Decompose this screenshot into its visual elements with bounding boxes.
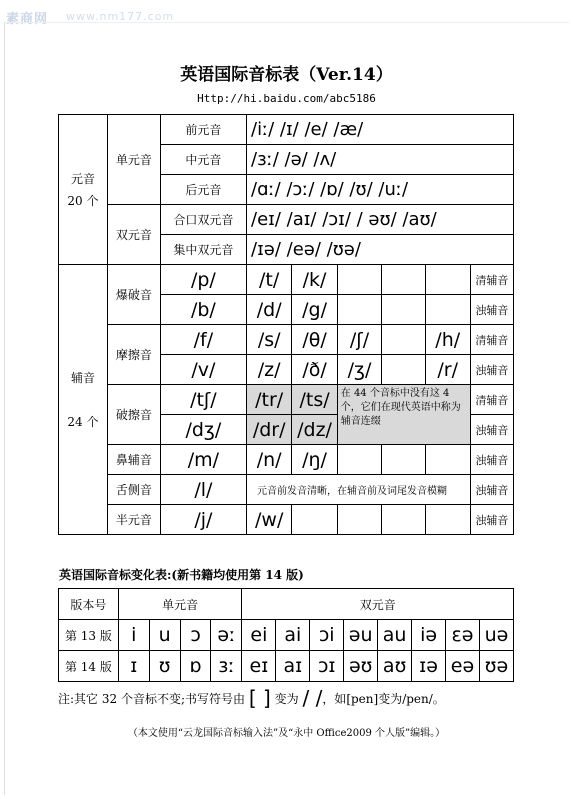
symbol-cell: ʊ xyxy=(149,651,180,682)
symbol-cell: ɪə xyxy=(412,651,446,682)
empty-cell xyxy=(425,445,470,475)
square-brackets-symbol: [ ] xyxy=(248,686,271,710)
ipa-cell: /t/ xyxy=(247,265,292,295)
header-version: 版本号 xyxy=(59,589,119,620)
ipa-cell: /tʃ/ xyxy=(160,385,246,415)
fricative-label: 摩擦音 xyxy=(107,325,160,385)
voiceless-label: 清辅音 xyxy=(470,265,513,295)
ipa-cell: /dʒ/ xyxy=(160,415,246,445)
header-diphthong: 双元音 xyxy=(242,589,514,620)
empty-cell xyxy=(292,505,337,535)
symbol-cell: ai xyxy=(276,620,310,651)
symbol-cell: εə xyxy=(446,620,480,651)
ipa-cell: /h/ xyxy=(425,325,470,355)
ipa-cell: /ʒ/ xyxy=(337,355,381,385)
ipa-cell: /ts/ xyxy=(292,385,337,415)
vowel-row-ipa: /ɜː/ /ə/ /ʌ/ xyxy=(247,145,514,175)
empty-cell xyxy=(425,295,470,325)
ipa-cell: /v/ xyxy=(160,355,246,385)
symbol-cell: i xyxy=(118,620,149,651)
ipa-cell: /tr/ xyxy=(247,385,292,415)
header-monophthong: 单元音 xyxy=(118,589,242,620)
consonant-group-count: 24 个 xyxy=(67,414,99,429)
lateral-label: 舌侧音 xyxy=(107,475,160,505)
empty-cell xyxy=(425,265,470,295)
symbol-cell: ɔɪ xyxy=(310,651,344,682)
vowel-row-label: 集中双元音 xyxy=(160,235,246,265)
vowel-row-ipa: /ɪə/ /eə/ /ʊə/ xyxy=(247,235,514,265)
symbol-cell: eə xyxy=(446,651,480,682)
footnote-text: 变为 xyxy=(274,692,299,706)
page-title: 英语国际音标表（Ver.14） xyxy=(180,65,393,85)
voiced-label: 浊辅音 xyxy=(470,505,513,535)
voiced-label: 浊辅音 xyxy=(470,355,513,385)
slashes-symbol: / / xyxy=(302,686,323,710)
monophthong-label: 单元音 xyxy=(107,115,160,205)
symbol-cell: eɪ xyxy=(242,651,276,682)
plosive-label: 爆破音 xyxy=(107,265,160,325)
row-label-v13: 第 13 版 xyxy=(59,620,119,651)
symbol-cell: ʊə xyxy=(479,651,513,682)
symbol-cell: ɔ xyxy=(180,620,211,651)
vowel-row-label: 合口双元音 xyxy=(160,205,246,235)
voiced-label: 浊辅音 xyxy=(470,295,513,325)
symbol-cell: au xyxy=(378,620,412,651)
empty-cell xyxy=(382,295,426,325)
nasal-label: 鼻辅音 xyxy=(107,445,160,475)
ipa-cell: /w/ xyxy=(247,505,292,535)
symbol-cell: ɔi xyxy=(310,620,344,651)
ipa-cell: /s/ xyxy=(247,325,292,355)
symbol-cell: ɪ xyxy=(118,651,149,682)
vowel-group-name: 元音 xyxy=(70,171,95,186)
voiceless-label: 清辅音 xyxy=(470,325,513,355)
ipa-cell: /n/ xyxy=(247,445,292,475)
consonant-group-cell xyxy=(59,265,108,535)
ipa-cell: /k/ xyxy=(292,265,337,295)
voiced-label: 浊辅音 xyxy=(470,445,513,475)
empty-cell xyxy=(337,505,381,535)
lateral-note: 元音前发音清晰，在辅音前及词尾发音模糊 xyxy=(247,475,471,505)
row-label-v14: 第 14 版 xyxy=(59,651,119,682)
empty-cell xyxy=(382,355,426,385)
footnote-text: 注:其它 32 个音标不变;书写符号由 xyxy=(58,692,245,706)
symbol-cell: aɪ xyxy=(276,651,310,682)
footnote xyxy=(58,686,445,710)
ipa-cell: /f/ xyxy=(160,325,246,355)
consonant-cluster-note: 在 44 个音标中没有这 4 个，它们在现代英语中称为辅音连缀 xyxy=(337,385,470,445)
symbol-cell: əu xyxy=(344,620,378,651)
ipa-cell: /ʃ/ xyxy=(337,325,381,355)
ipa-cell: /p/ xyxy=(160,265,246,295)
symbol-cell: əʊ xyxy=(344,651,378,682)
symbol-cell: ɜː xyxy=(211,651,242,682)
empty-cell xyxy=(425,505,470,535)
credit-line: （本文使用“云龙国际音标输入法”及“永中 Office2009 个人版”编辑。） xyxy=(127,728,446,739)
ipa-cell: /g/ xyxy=(292,295,337,325)
vowel-group-count: 20 个 xyxy=(67,193,99,208)
symbol-cell: u xyxy=(149,620,180,651)
symbol-cell: uə xyxy=(479,620,513,651)
vowel-row-ipa: /eɪ/ /aɪ/ /ɔɪ/ / əʊ/ /aʊ/ xyxy=(247,205,514,235)
affricate-label: 破擦音 xyxy=(107,385,160,445)
empty-cell xyxy=(382,445,426,475)
voiced-label: 浊辅音 xyxy=(470,415,513,445)
variant-table xyxy=(58,588,514,682)
ipa-cell: /dr/ xyxy=(247,415,292,445)
ipa-cell: /r/ xyxy=(425,355,470,385)
empty-cell xyxy=(337,265,381,295)
ipa-cell: /l/ xyxy=(160,475,246,505)
variant-table-title: 英语国际音标变化表:(新书籍均使用第 14 版) xyxy=(59,568,304,582)
empty-cell xyxy=(337,295,381,325)
watermark-url: www.nm177.com xyxy=(66,10,175,23)
ipa-cell: /d/ xyxy=(247,295,292,325)
source-url: Http://hi.baidu.com/abc5186 xyxy=(197,92,376,105)
ipa-cell: /m/ xyxy=(160,445,246,475)
empty-cell xyxy=(337,445,381,475)
ipa-cell: /b/ xyxy=(160,295,246,325)
diphthong-label: 双元音 xyxy=(107,205,160,265)
consonant-group-name: 辅音 xyxy=(70,370,95,385)
vowel-row-label: 前元音 xyxy=(160,115,246,145)
footnote-text: ，如[pen]变为/pen/。 xyxy=(322,692,445,706)
ipa-cell: /θ/ xyxy=(292,325,337,355)
vowel-row-label: 中元音 xyxy=(160,145,246,175)
ipa-cell: /j/ xyxy=(160,505,246,535)
ipa-chart xyxy=(58,114,514,535)
watermark-brand: 素商网 xyxy=(6,12,49,27)
ipa-cell: /ð/ xyxy=(292,355,337,385)
voiceless-label: 清辅音 xyxy=(470,385,513,415)
ipa-cell: /dz/ xyxy=(292,415,337,445)
vowel-row-label: 后元音 xyxy=(160,175,246,205)
symbol-cell: iə xyxy=(412,620,446,651)
vowel-group-cell xyxy=(59,115,108,265)
ipa-cell: /z/ xyxy=(247,355,292,385)
symbol-cell: əː xyxy=(211,620,242,651)
symbol-cell: aʊ xyxy=(378,651,412,682)
vowel-row-ipa: /iː/ /ɪ/ /e/ /æ/ xyxy=(247,115,514,145)
empty-cell xyxy=(382,325,426,355)
ipa-cell: /ŋ/ xyxy=(292,445,337,475)
empty-cell xyxy=(382,265,426,295)
voiced-label: 浊辅音 xyxy=(470,475,513,505)
vowel-row-ipa: /ɑː/ /ɔː/ /ɒ/ /ʊ/ /uː/ xyxy=(247,175,514,205)
symbol-cell: ei xyxy=(242,620,276,651)
symbol-cell: ɒ xyxy=(180,651,211,682)
empty-cell xyxy=(382,505,426,535)
semivowel-label: 半元音 xyxy=(107,505,160,535)
